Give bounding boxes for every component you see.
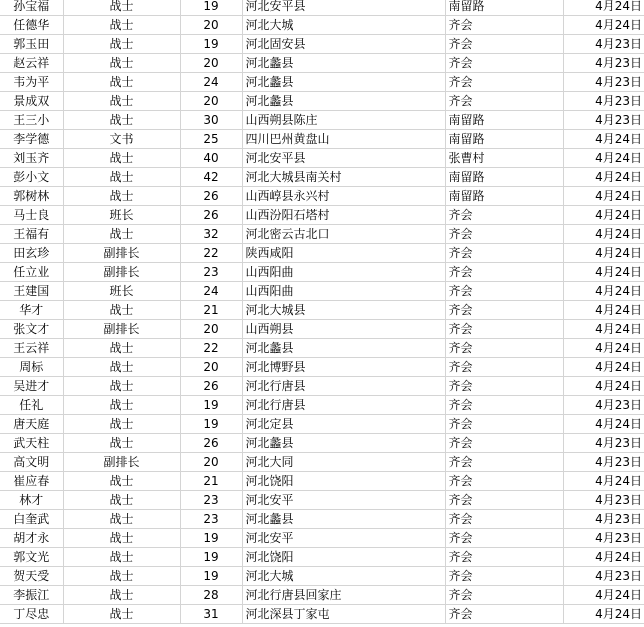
- cell-name[interactable]: 唐天庭: [0, 415, 63, 434]
- cell-rank[interactable]: 战士: [63, 168, 180, 187]
- cell-hometown[interactable]: 山西朔县陈庄: [242, 111, 445, 130]
- table-row: [0, 453, 644, 472]
- cell-date[interactable]: 4月23日: [563, 73, 644, 92]
- cell-date[interactable]: 4月24日: [563, 605, 644, 624]
- cell-date[interactable]: 4月24日: [563, 168, 644, 187]
- cell-name[interactable]: 马士良: [0, 206, 63, 225]
- table-row: [0, 377, 644, 396]
- table-row: [0, 149, 644, 168]
- cell-place-of-death[interactable]: 齐会: [445, 301, 563, 320]
- cell-date[interactable]: 4月23日: [563, 510, 644, 529]
- cell-hometown[interactable]: 河北博野县: [242, 358, 445, 377]
- cell-name[interactable]: 胡才永: [0, 529, 63, 548]
- cell-hometown[interactable]: 河北蠡县: [242, 54, 445, 73]
- cell-place-of-death[interactable]: 南留路: [445, 168, 563, 187]
- cell-age[interactable]: 20: [180, 16, 242, 35]
- cell-rank[interactable]: 战士: [63, 54, 180, 73]
- table-row: [0, 548, 644, 567]
- cell-name[interactable]: 王福有: [0, 225, 63, 244]
- cell-name[interactable]: 贺天受: [0, 567, 63, 586]
- cell-hometown[interactable]: 河北大城县: [242, 301, 445, 320]
- cell-age[interactable]: 19: [180, 35, 242, 54]
- cell-date[interactable]: 4月24日: [563, 149, 644, 168]
- cell-date[interactable]: 4月23日: [563, 111, 644, 130]
- cell-name[interactable]: 刘玉齐: [0, 149, 63, 168]
- cell-name[interactable]: 高文明: [0, 453, 63, 472]
- cell-rank[interactable]: 战士: [63, 35, 180, 54]
- cell-rank[interactable]: 文书: [63, 130, 180, 149]
- cell-place-of-death[interactable]: 齐会: [445, 225, 563, 244]
- cell-hometown[interactable]: 河北饶阳: [242, 472, 445, 491]
- cell-date[interactable]: 4月23日: [563, 396, 644, 415]
- cell-place-of-death[interactable]: 齐会: [445, 35, 563, 54]
- cell-date[interactable]: 4月24日: [563, 16, 644, 35]
- cell-place-of-death[interactable]: 齐会: [445, 510, 563, 529]
- cell-age[interactable]: 23: [180, 491, 242, 510]
- cell-age[interactable]: 23: [180, 510, 242, 529]
- cell-age[interactable]: 21: [180, 472, 242, 491]
- cell-date[interactable]: 4月24日: [563, 339, 644, 358]
- table-row: [0, 320, 644, 339]
- cell-name[interactable]: 吴进才: [0, 377, 63, 396]
- cell-hometown[interactable]: 河北蠡县: [242, 339, 445, 358]
- cell-age[interactable]: 21: [180, 301, 242, 320]
- table-row: [0, 491, 644, 510]
- cell-age[interactable]: 31: [180, 605, 242, 624]
- cell-place-of-death[interactable]: 齐会: [445, 434, 563, 453]
- cell-hometown[interactable]: 山西朔县: [242, 320, 445, 339]
- table-row: [0, 54, 644, 73]
- cell-place-of-death[interactable]: 齐会: [445, 548, 563, 567]
- cell-rank[interactable]: 副排长: [63, 320, 180, 339]
- cell-place-of-death[interactable]: 齐会: [445, 16, 563, 35]
- cell-place-of-death[interactable]: 南留路: [445, 130, 563, 149]
- cell-date[interactable]: 4月24日: [563, 244, 644, 263]
- cell-rank[interactable]: 战士: [63, 187, 180, 206]
- cell-date[interactable]: 4月23日: [563, 35, 644, 54]
- cell-name[interactable]: 景成双: [0, 92, 63, 111]
- cell-place-of-death[interactable]: 齐会: [445, 73, 563, 92]
- cell-age[interactable]: 23: [180, 263, 242, 282]
- cell-date[interactable]: 4月24日: [563, 415, 644, 434]
- table-row: [0, 472, 644, 491]
- cell-age[interactable]: 26: [180, 206, 242, 225]
- cell-hometown[interactable]: 河北行唐县回家庄: [242, 586, 445, 605]
- cell-rank[interactable]: 战士: [63, 73, 180, 92]
- cell-name[interactable]: 李振江: [0, 586, 63, 605]
- cell-rank[interactable]: 战士: [63, 225, 180, 244]
- cell-date[interactable]: 4月23日: [563, 92, 644, 111]
- cell-hometown[interactable]: 山西崞县永兴村: [242, 187, 445, 206]
- cell-date[interactable]: 4月24日: [563, 358, 644, 377]
- table-row: [0, 339, 644, 358]
- cell-name[interactable]: 白奎武: [0, 510, 63, 529]
- cell-age[interactable]: 19: [180, 396, 242, 415]
- cell-date[interactable]: 4月23日: [563, 453, 644, 472]
- table-row: [0, 225, 644, 244]
- cell-name[interactable]: 彭小文: [0, 168, 63, 187]
- table-row: [0, 263, 644, 282]
- table-row: [0, 0, 644, 16]
- cell-date[interactable]: 4月24日: [563, 586, 644, 605]
- cell-hometown[interactable]: 河北安平: [242, 529, 445, 548]
- cell-date[interactable]: 4月24日: [563, 0, 644, 16]
- cell-rank[interactable]: 战士: [63, 377, 180, 396]
- cell-age[interactable]: 26: [180, 187, 242, 206]
- cell-hometown[interactable]: 河北定县: [242, 415, 445, 434]
- cell-age[interactable]: 22: [180, 244, 242, 263]
- cell-rank[interactable]: 战士: [63, 92, 180, 111]
- cell-hometown[interactable]: 河北大城县南关村: [242, 168, 445, 187]
- cell-name[interactable]: 任礼: [0, 396, 63, 415]
- cell-place-of-death[interactable]: 张曹村: [445, 149, 563, 168]
- cell-name[interactable]: 华才: [0, 301, 63, 320]
- cell-name[interactable]: 赵云祥: [0, 54, 63, 73]
- cell-rank[interactable]: 副排长: [63, 453, 180, 472]
- cell-date[interactable]: 4月24日: [563, 377, 644, 396]
- table-row: [0, 358, 644, 377]
- table-row: [0, 301, 644, 320]
- cell-rank[interactable]: 战士: [63, 111, 180, 130]
- cell-place-of-death[interactable]: 齐会: [445, 415, 563, 434]
- cell-date[interactable]: 4月24日: [563, 282, 644, 301]
- cell-name[interactable]: 郭文光: [0, 548, 63, 567]
- cell-rank[interactable]: 战士: [63, 548, 180, 567]
- cell-place-of-death[interactable]: 齐会: [445, 491, 563, 510]
- cell-date[interactable]: 4月24日: [563, 263, 644, 282]
- table-row: [0, 396, 644, 415]
- cell-rank[interactable]: 战士: [63, 472, 180, 491]
- cell-name[interactable]: 丁尽忠: [0, 605, 63, 624]
- table-row: [0, 168, 644, 187]
- cell-age[interactable]: 19: [180, 415, 242, 434]
- table-row: [0, 111, 644, 130]
- cell-rank[interactable]: 战士: [63, 415, 180, 434]
- cell-hometown[interactable]: 河北安平县: [242, 0, 445, 16]
- cell-place-of-death[interactable]: 齐会: [445, 586, 563, 605]
- cell-name[interactable]: 崔应春: [0, 472, 63, 491]
- cell-name[interactable]: 武天柱: [0, 434, 63, 453]
- table-row: [0, 567, 644, 586]
- cell-name[interactable]: 王三小: [0, 111, 63, 130]
- cell-date[interactable]: 4月23日: [563, 491, 644, 510]
- cell-name[interactable]: 林才: [0, 491, 63, 510]
- cell-place-of-death[interactable]: 齐会: [445, 320, 563, 339]
- cell-rank[interactable]: 班长: [63, 282, 180, 301]
- cell-date[interactable]: 4月24日: [563, 206, 644, 225]
- cell-place-of-death[interactable]: 齐会: [445, 244, 563, 263]
- cell-place-of-death[interactable]: 齐会: [445, 282, 563, 301]
- cell-place-of-death[interactable]: 齐会: [445, 453, 563, 472]
- table-row: [0, 187, 644, 206]
- cell-rank[interactable]: 战士: [63, 491, 180, 510]
- table-row: [0, 73, 644, 92]
- cell-place-of-death[interactable]: 齐会: [445, 263, 563, 282]
- cell-age[interactable]: 19: [180, 548, 242, 567]
- cell-place-of-death[interactable]: 齐会: [445, 358, 563, 377]
- cell-rank[interactable]: 战士: [63, 301, 180, 320]
- cell-hometown[interactable]: 山西汾阳石塔村: [242, 206, 445, 225]
- cell-date[interactable]: 4月23日: [563, 567, 644, 586]
- cell-hometown[interactable]: 河北蠡县: [242, 510, 445, 529]
- cell-age[interactable]: 20: [180, 54, 242, 73]
- cell-date[interactable]: 4月23日: [563, 54, 644, 73]
- table-row: [0, 130, 644, 149]
- cell-hometown[interactable]: 四川巴州黄盘山: [242, 130, 445, 149]
- cell-date[interactable]: 4月24日: [563, 130, 644, 149]
- cell-hometown[interactable]: 河北深县丁家屯: [242, 605, 445, 624]
- cell-age[interactable]: 24: [180, 282, 242, 301]
- cell-rank[interactable]: 战士: [63, 16, 180, 35]
- cell-hometown[interactable]: 河北大城: [242, 567, 445, 586]
- table-row: [0, 434, 644, 453]
- cell-name[interactable]: 张文才: [0, 320, 63, 339]
- cell-age[interactable]: 26: [180, 377, 242, 396]
- cell-rank[interactable]: 副排长: [63, 263, 180, 282]
- cell-hometown[interactable]: 河北蠡县: [242, 73, 445, 92]
- cell-date[interactable]: 4月24日: [563, 472, 644, 491]
- cell-age[interactable]: 25: [180, 130, 242, 149]
- cell-date[interactable]: 4月24日: [563, 225, 644, 244]
- cell-hometown[interactable]: 河北蠡县: [242, 92, 445, 111]
- cell-hometown[interactable]: 河北大城: [242, 16, 445, 35]
- cell-hometown[interactable]: 河北安平县: [242, 149, 445, 168]
- cell-date[interactable]: 4月24日: [563, 320, 644, 339]
- cell-place-of-death[interactable]: 齐会: [445, 567, 563, 586]
- cell-place-of-death[interactable]: 齐会: [445, 92, 563, 111]
- cell-rank[interactable]: 战士: [63, 339, 180, 358]
- cell-age[interactable]: 32: [180, 225, 242, 244]
- table-row: [0, 510, 644, 529]
- cell-place-of-death[interactable]: 齐会: [445, 472, 563, 491]
- cell-rank[interactable]: 战士: [63, 396, 180, 415]
- cell-hometown[interactable]: 河北大同: [242, 453, 445, 472]
- cell-date[interactable]: 4月24日: [563, 301, 644, 320]
- cell-date[interactable]: 4月24日: [563, 548, 644, 567]
- cell-rank[interactable]: 战士: [63, 434, 180, 453]
- cell-hometown[interactable]: 河北行唐县: [242, 377, 445, 396]
- cell-name[interactable]: 任德华: [0, 16, 63, 35]
- cell-name[interactable]: 田玄珍: [0, 244, 63, 263]
- cell-age[interactable]: 19: [180, 567, 242, 586]
- cell-name[interactable]: 任立业: [0, 263, 63, 282]
- table-row: [0, 35, 644, 54]
- cell-hometown[interactable]: 河北蠡县: [242, 434, 445, 453]
- cell-name[interactable]: 周标: [0, 358, 63, 377]
- cell-place-of-death[interactable]: 南留路: [445, 0, 563, 16]
- cell-place-of-death[interactable]: 南留路: [445, 111, 563, 130]
- cell-name[interactable]: 韦为平: [0, 73, 63, 92]
- cell-rank[interactable]: 战士: [63, 0, 180, 16]
- cell-name[interactable]: 郭树林: [0, 187, 63, 206]
- cell-age[interactable]: 30: [180, 111, 242, 130]
- cell-place-of-death[interactable]: 南留路: [445, 187, 563, 206]
- cell-name[interactable]: 孙宝福: [0, 0, 63, 16]
- table-row: [0, 415, 644, 434]
- cell-place-of-death[interactable]: 齐会: [445, 529, 563, 548]
- cell-age[interactable]: 20: [180, 320, 242, 339]
- table-row: [0, 529, 644, 548]
- cell-rank[interactable]: 班长: [63, 206, 180, 225]
- cell-place-of-death[interactable]: 齐会: [445, 605, 563, 624]
- cell-age[interactable]: 22: [180, 339, 242, 358]
- table-row: [0, 605, 644, 624]
- cell-age[interactable]: 40: [180, 149, 242, 168]
- table-row: [0, 206, 644, 225]
- cell-age[interactable]: 20: [180, 358, 242, 377]
- cell-name[interactable]: 李学德: [0, 130, 63, 149]
- cell-rank[interactable]: 战士: [63, 510, 180, 529]
- cell-age[interactable]: 19: [180, 0, 242, 16]
- cell-place-of-death[interactable]: 齐会: [445, 206, 563, 225]
- cell-hometown[interactable]: 河北密云古北口: [242, 225, 445, 244]
- cell-place-of-death[interactable]: 齐会: [445, 54, 563, 73]
- cell-hometown[interactable]: 河北行唐县: [242, 396, 445, 415]
- cell-age[interactable]: 26: [180, 434, 242, 453]
- cell-age[interactable]: 28: [180, 586, 242, 605]
- cell-rank[interactable]: 副排长: [63, 244, 180, 263]
- cell-place-of-death[interactable]: 齐会: [445, 377, 563, 396]
- cell-hometown[interactable]: 山西阳曲: [242, 263, 445, 282]
- cell-age[interactable]: 24: [180, 73, 242, 92]
- cell-age[interactable]: 20: [180, 92, 242, 111]
- cell-name[interactable]: 王云祥: [0, 339, 63, 358]
- cell-rank[interactable]: 战士: [63, 586, 180, 605]
- cell-hometown[interactable]: 河北饶阳: [242, 548, 445, 567]
- cell-hometown[interactable]: 河北固安县: [242, 35, 445, 54]
- cell-rank[interactable]: 战士: [63, 605, 180, 624]
- cell-place-of-death[interactable]: 齐会: [445, 339, 563, 358]
- table-row: [0, 282, 644, 301]
- cell-date[interactable]: 4月23日: [563, 529, 644, 548]
- cell-age[interactable]: 19: [180, 529, 242, 548]
- cell-hometown[interactable]: 河北安平: [242, 491, 445, 510]
- table-row: [0, 92, 644, 111]
- cell-rank[interactable]: 战士: [63, 358, 180, 377]
- cell-date[interactable]: 4月23日: [563, 434, 644, 453]
- cell-rank[interactable]: 战士: [63, 529, 180, 548]
- cell-date[interactable]: 4月24日: [563, 187, 644, 206]
- cell-age[interactable]: 42: [180, 168, 242, 187]
- cell-rank[interactable]: 战士: [63, 149, 180, 168]
- cell-name[interactable]: 郭玉田: [0, 35, 63, 54]
- cell-hometown[interactable]: 山西阳曲: [242, 282, 445, 301]
- table-row: [0, 244, 644, 263]
- table-row: [0, 16, 644, 35]
- cell-name[interactable]: 王建国: [0, 282, 63, 301]
- cell-place-of-death[interactable]: 齐会: [445, 396, 563, 415]
- table-row: [0, 586, 644, 605]
- cell-rank[interactable]: 战士: [63, 567, 180, 586]
- cell-age[interactable]: 20: [180, 453, 242, 472]
- cell-hometown[interactable]: 陕西咸阳: [242, 244, 445, 263]
